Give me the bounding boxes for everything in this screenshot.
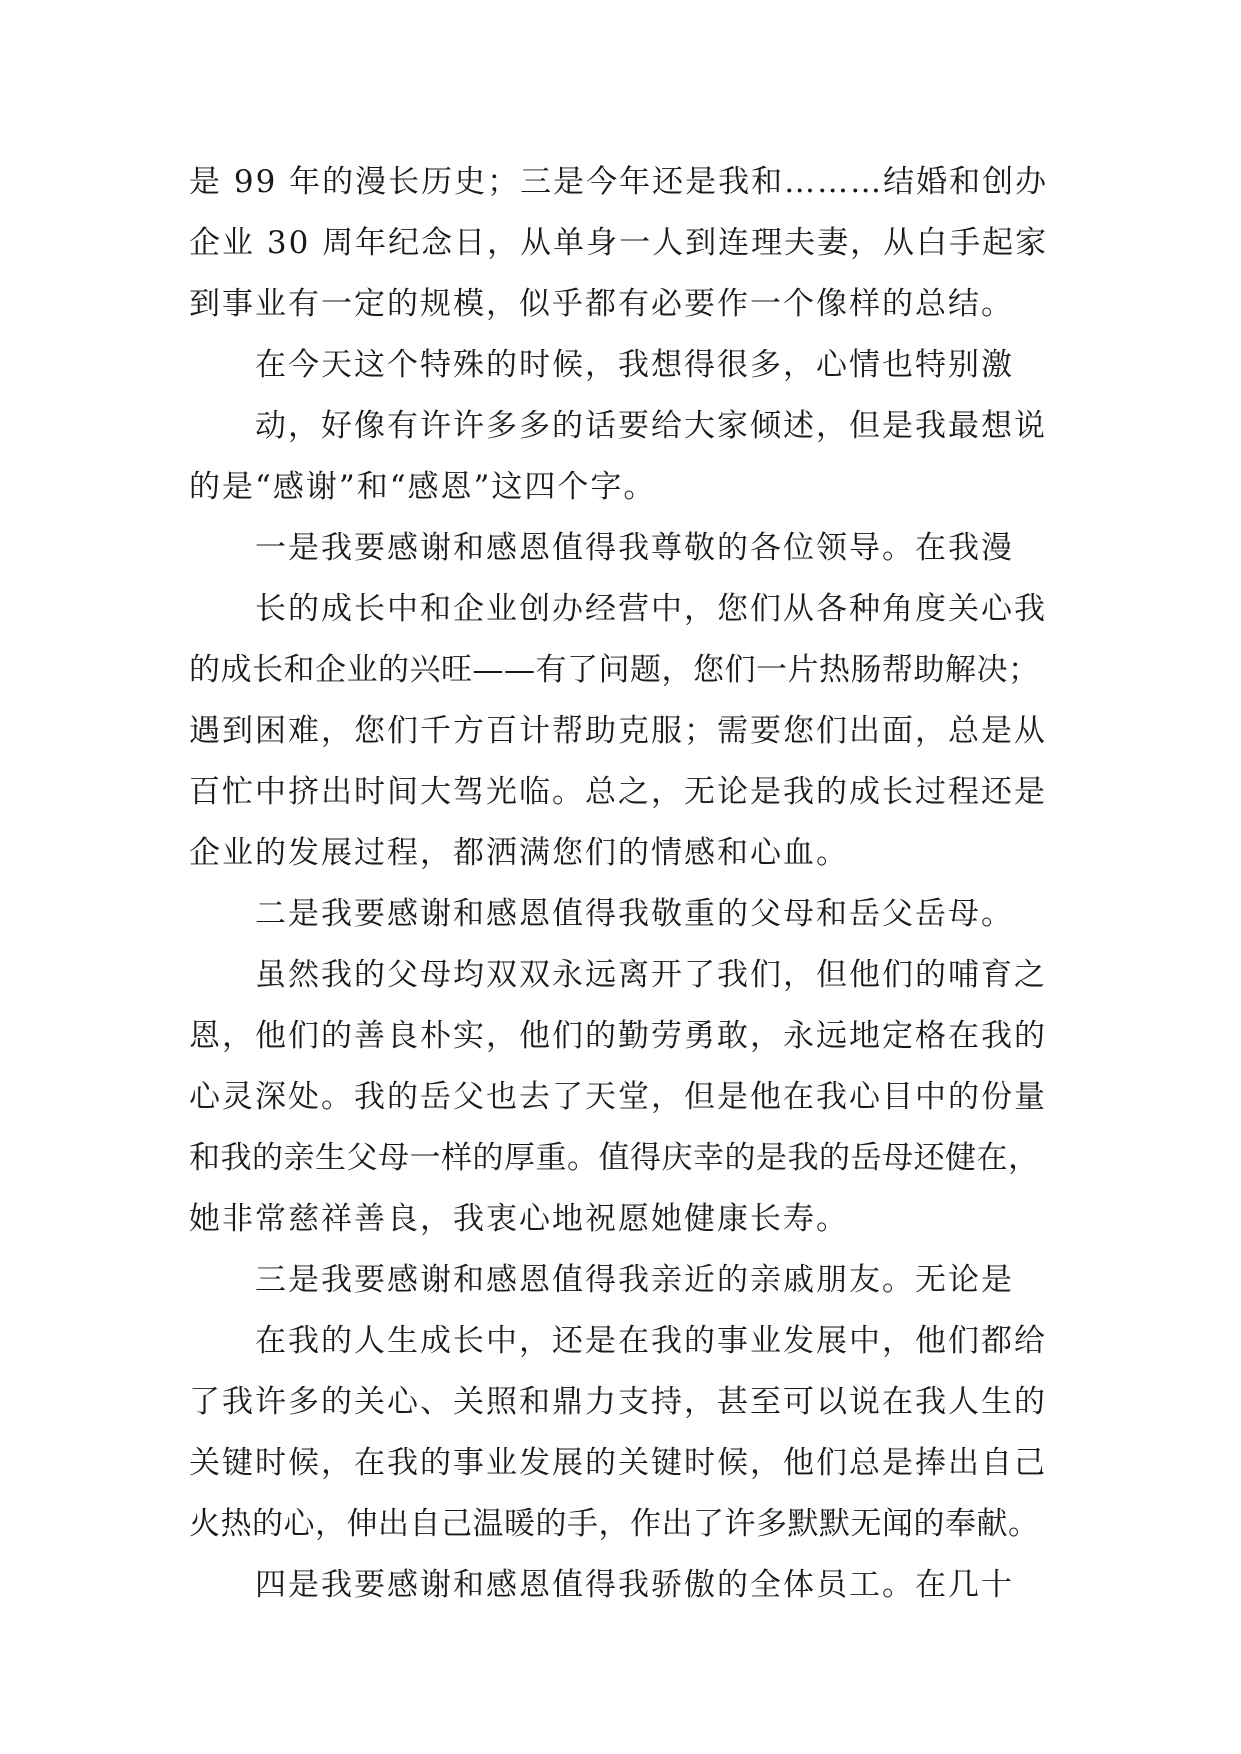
text-line: 企业的发展过程，都洒满您们的情感和心血。 xyxy=(189,835,849,871)
text-line: 在我的人生成长中，还是在我的事业发展中，他们都给 xyxy=(255,1323,1047,1359)
text-line: 了我许多的关心、关照和鼎力支持，甚至可以说在我人生的 xyxy=(189,1384,1047,1420)
text-line: 火热的心，伸出自己温暖的手，作出了许多默默无闻的奉献。 xyxy=(189,1506,1040,1542)
text-line: 二是我要感谢和感恩值得我敬重的父母和岳父岳母。 xyxy=(255,896,1014,932)
text-line: 百忙中挤出时间大驾光临。总之，无论是我的成长过程还是 xyxy=(189,774,1047,810)
text-line: 企业 30 周年纪念日，从单身一人到连理夫妻，从白手起家 xyxy=(189,225,1049,261)
text-line: 遇到困难，您们千方百计帮助克服；需要您们出面，总是从 xyxy=(189,713,1047,749)
text-line: 关键时候，在我的事业发展的关键时候，他们总是捧出自己 xyxy=(189,1445,1047,1481)
text-line: 在今天这个特殊的时候，我想得很多，心情也特别激 xyxy=(255,347,1014,383)
text-line: 虽然我的父母均双双永远离开了我们，但他们的哺育之 xyxy=(255,957,1047,993)
text-line: 恩，他们的善良朴实，他们的勤劳勇敢，永远地定格在我的 xyxy=(189,1018,1047,1054)
text-line: 长的成长中和企业创办经营中，您们从各种角度关心我 xyxy=(255,591,1047,627)
text-line: 的是“感谢”和“感恩”这四个字。 xyxy=(189,469,657,505)
text-line: 心灵深处。我的岳父也去了天堂，但是他在我心目中的份量 xyxy=(189,1079,1047,1115)
text-line: 是 99 年的漫长历史；三是今年还是我和………结婚和创办 xyxy=(189,164,1049,200)
text-line: 到事业有一定的规模，似乎都有必要作一个像样的总结。 xyxy=(189,286,1014,322)
document-body xyxy=(189,160,1049,1624)
text-line: 和我的亲生父母一样的厚重。值得庆幸的是我的岳母还健在， xyxy=(189,1140,1040,1176)
text-line: 一是我要感谢和感恩值得我尊敬的各位领导。在我漫 xyxy=(255,530,1014,566)
text-line: 她非常慈祥善良，我衷心地祝愿她健康长寿。 xyxy=(189,1201,849,1237)
text-line: 四是我要感谢和感恩值得我骄傲的全体员工。在几十 xyxy=(255,1567,1014,1603)
text-line: 动，好像有许许多多的话要给大家倾述，但是我最想说 xyxy=(255,408,1047,444)
text-line: 三是我要感谢和感恩值得我亲近的亲戚朋友。无论是 xyxy=(255,1262,1014,1298)
text-line: 的成长和企业的兴旺——有了问题，您们一片热肠帮助解决； xyxy=(189,652,1040,688)
